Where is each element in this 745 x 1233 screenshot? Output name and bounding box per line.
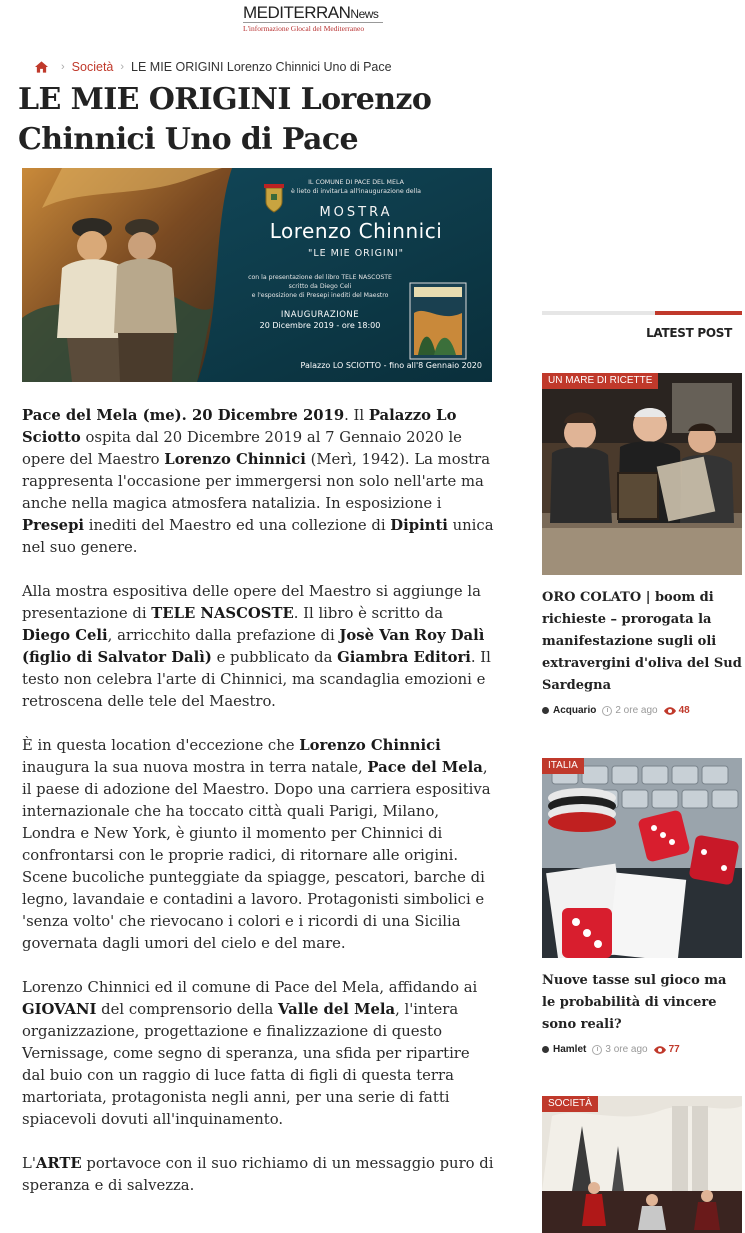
article-paragraph [22, 581, 494, 713]
article-hero-image [22, 168, 492, 382]
hero-book-text: con la presentazione del libro TELE NASCOSTE scritto da Diego Celi e l'esposizione di Presepi inediti del Maestro [248, 274, 392, 299]
logo-tagline: L'informazione Glocal del Mediterraneo [243, 24, 365, 33]
post-author[interactable]: Hamlet [553, 1044, 587, 1055]
article-text: , il paese di adozione del Maestro. Dopo una carriera espositiva internazionale che ha toccato città quali Parigi, Milano, Londra e New York, è giunto il momento per Chinnici di confrontarsi con le proprie radici, di ritornare alle origini. Scene bucoliche punteggiate da spiagge, pescatori, barche di legno, lavandaie e contadini a lavoro. Protagonisti simbolici e 'senza volto' che rievocano i colori e i ricordi di una Sicilia governata dagli umori del cielo e del mare. [22, 759, 491, 952]
post-meta [542, 705, 742, 716]
author-dot-icon [542, 707, 549, 714]
post-image-theatre [542, 1096, 742, 1233]
article-highlight: Presepi [22, 517, 85, 534]
article-text: inaugura la sua nuova mostra in terra natale, [22, 759, 368, 776]
post-thumbnail[interactable] [542, 758, 742, 958]
logo-text: MEDITERRAN [243, 3, 351, 22]
article-highlight: Lorenzo Chinnici [299, 737, 441, 754]
article-text: , arricchito dalla prefazione di [107, 627, 340, 644]
hero-date: 20 Dicembre 2019 - ore 18:00 [259, 321, 381, 330]
hero-artist-name: Lorenzo Chinnici [269, 219, 443, 243]
article-text: . Il [344, 407, 369, 424]
breadcrumb-current: LE MIE ORIGINI Lorenzo Chinnici Uno di Pace [131, 60, 392, 74]
article-highlight: Giambra Editori [337, 649, 471, 666]
post-thumbnail[interactable] [542, 1096, 742, 1233]
article-text: L' [22, 1155, 36, 1172]
article-highlight: GIOVANI [22, 1001, 97, 1018]
latest-post-card[interactable] [542, 1096, 742, 1233]
post-time: 3 ore ago [605, 1044, 648, 1055]
article-text: del comprensorio della [96, 1001, 279, 1018]
clock-icon [592, 1045, 602, 1055]
hero-exhibition-title: "LE MIE ORIGINI" [307, 248, 405, 259]
post-author[interactable]: Acquario [553, 705, 597, 716]
post-thumbnail[interactable] [542, 373, 742, 575]
post-title-link[interactable]: Nuove tasse sul gioco ma le probabilità di vincere sono reali? [542, 973, 727, 1032]
latest-post-heading: LATEST POST [646, 326, 732, 340]
article-highlight: Diego Celi [22, 627, 108, 644]
latest-post-card[interactable] [542, 373, 742, 716]
eye-icon [664, 707, 676, 715]
post-image-dice-cards [542, 758, 742, 958]
site-logo[interactable]: MEDITERRANNews L'informazione Glocal del Mediterraneo [243, 4, 388, 38]
chevron-right-icon: › [61, 61, 65, 73]
post-image-people-oil [542, 373, 742, 575]
article-highlight: Pace del Mela (me). 20 Dicembre 2019 [22, 407, 345, 424]
article-paragraph [22, 735, 494, 955]
breadcrumb-category-link[interactable]: Società [71, 60, 114, 74]
clock-icon [602, 706, 612, 716]
article-text: Alla mostra espositiva delle opere del Maestro si aggiunge la presentazione di [22, 583, 481, 622]
article-text: . Il testo non celebra l'arte di Chinnici, ma scandaglia emozioni e retroscena delle tele del Maestro. [22, 649, 491, 710]
author-dot-icon [542, 1046, 549, 1053]
post-time: 2 ore ago [615, 705, 658, 716]
latest-post-card[interactable] [542, 758, 742, 1055]
article-highlight: TELE NASCOSTE [151, 605, 294, 622]
hero-inauguration-label: INAUGURAZIONE [280, 310, 360, 320]
article-highlight: Josè Van Roy Dalì (figlio di Salvator Dalì) [22, 627, 485, 666]
post-meta [542, 1044, 742, 1055]
sidebar-divider-accent [655, 311, 742, 315]
article-text: e pubblicato da [211, 649, 338, 666]
article-highlight: Palazzo Lo Sciotto [22, 407, 457, 446]
article-highlight: Dipinti [390, 517, 448, 534]
eye-icon [654, 1046, 666, 1054]
hero-invite-text: IL COMUNE DI PACE DEL MELA è lieto di invitarLa all'inaugurazione della [291, 179, 421, 195]
hero-venue: Palazzo LO SCIOTTO - fino all'8 Gennaio 2020 [300, 361, 482, 370]
article-text: unica nel suo genere. [22, 517, 494, 556]
article-text: È in questa location d'eccezione che [22, 737, 300, 754]
sidebar-divider [542, 311, 655, 315]
post-category-tag[interactable]: UN MARE DI RICETTE [542, 373, 658, 389]
article-paragraph [22, 977, 494, 1131]
article-paragraph [22, 1153, 494, 1197]
article-highlight: Valle del Mela [278, 1001, 396, 1018]
article-text: (Merì, 1942). La mostra rappresenta l'occasione per immergersi non solo nell'arte ma anche nella magica atmosfera natalizia. In esposizione i [22, 451, 491, 512]
article-highlight: Pace del Mela [367, 759, 483, 776]
post-title-link[interactable]: ORO COLATO | boom di richieste – prorogata la manifestazione sugli oli extravergini d'oliva del Sud Sardegna [542, 590, 742, 693]
home-icon[interactable] [35, 61, 48, 73]
post-views: 77 [668, 1044, 680, 1055]
article-text: , l'intera organizzazione, progettazione e finalizzazione di questo Vernissage, come segno di speranza, una sfida per ripartire dal buio con un raggio di luce fatta di figli di questa terra martoriata, protagonista negli anni, per una serie di fatti spiacevoli dovuti all'inquinamento. [22, 1001, 470, 1128]
page-title: LE MIE ORIGINI Lorenzo Chinnici Uno di Pace [18, 82, 432, 157]
article-highlight: Lorenzo Chinnici [164, 451, 306, 468]
post-views: 48 [678, 705, 690, 716]
article-text: portavoce con il suo richiamo di un messaggio puro di speranza e di salvezza. [22, 1155, 494, 1194]
post-category-tag[interactable]: ITALIA [542, 758, 584, 774]
article-paragraph [22, 405, 494, 559]
article-text: inediti del Maestro ed una collezione di [84, 517, 391, 534]
hero-mostra-label: MOSTRA [319, 205, 393, 220]
breadcrumb [35, 60, 392, 74]
article-text: Lorenzo Chinnici ed il comune di Pace del Mela, affidando ai [22, 979, 478, 996]
article-text: . Il libro è scritto da [293, 605, 444, 622]
article-highlight: ARTE [35, 1155, 82, 1172]
post-category-tag[interactable]: SOCIETÀ [542, 1096, 598, 1112]
article-body [22, 405, 494, 1219]
chevron-right-icon: › [120, 61, 125, 73]
logo-news: ews [358, 7, 379, 21]
article-text: ospita dal 20 Dicembre 2019 al 7 Gennaio 2020 le opere del Maestro [22, 429, 462, 468]
